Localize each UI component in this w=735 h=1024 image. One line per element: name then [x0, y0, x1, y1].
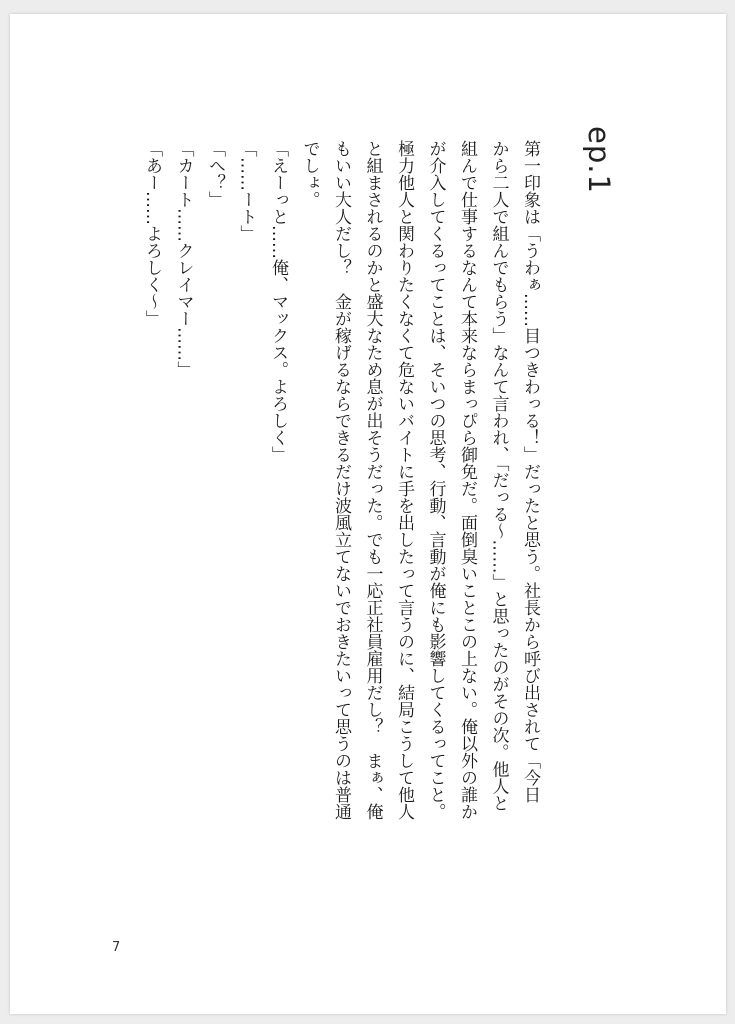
vertical-body-text	[105, 140, 545, 940]
dialogue-line: 「あー……よろしく〜」	[142, 140, 162, 327]
paragraph-line: 第一印象は「うわぁ……目つきわっる！」だったと思う。社長から呼び出されて「今日	[520, 140, 540, 803]
book-page	[10, 14, 726, 1014]
paragraph-line: が介入してくるってことは、そいつの思考、行動、言動が俺にも影響してくるってこと。	[425, 140, 446, 820]
dialogue-line: 「カート……クレイマー……」	[173, 140, 194, 378]
dialogue-line: 「へ？」	[205, 140, 225, 208]
chapter-title: ep.1	[582, 126, 616, 194]
dialogue-line: 「えーっと……俺、マックス。よろしく」	[268, 140, 288, 463]
paragraph-line: でしょ。	[299, 140, 320, 208]
paragraph-line: と組まされるのかと盛大なため息が出そうだった。でも一応正社員雇用だし？ まぁ、俺	[362, 140, 383, 820]
paragraph-line: 組んで仕事するなんて本来ならまっぴら御免だ。面倒臭いことこの上ない。俺以外の誰か	[457, 140, 477, 820]
dialogue-line: 「……ート」	[236, 140, 257, 242]
page-number: 7	[112, 940, 121, 955]
paragraph-line: 極力他人と関わりたくなくて危ないバイトに手を出したって言うのに、結局こうして他人	[394, 140, 414, 820]
paragraph-line: から二人で組んでもらう」なんて言われ、「だっる〜……」と思ったのがその次。他人と	[488, 140, 509, 812]
paragraph-line: もいい大人だし？ 金が稼げるならできるだけ波風立てないでおきたいって思うのは普通	[331, 140, 351, 820]
